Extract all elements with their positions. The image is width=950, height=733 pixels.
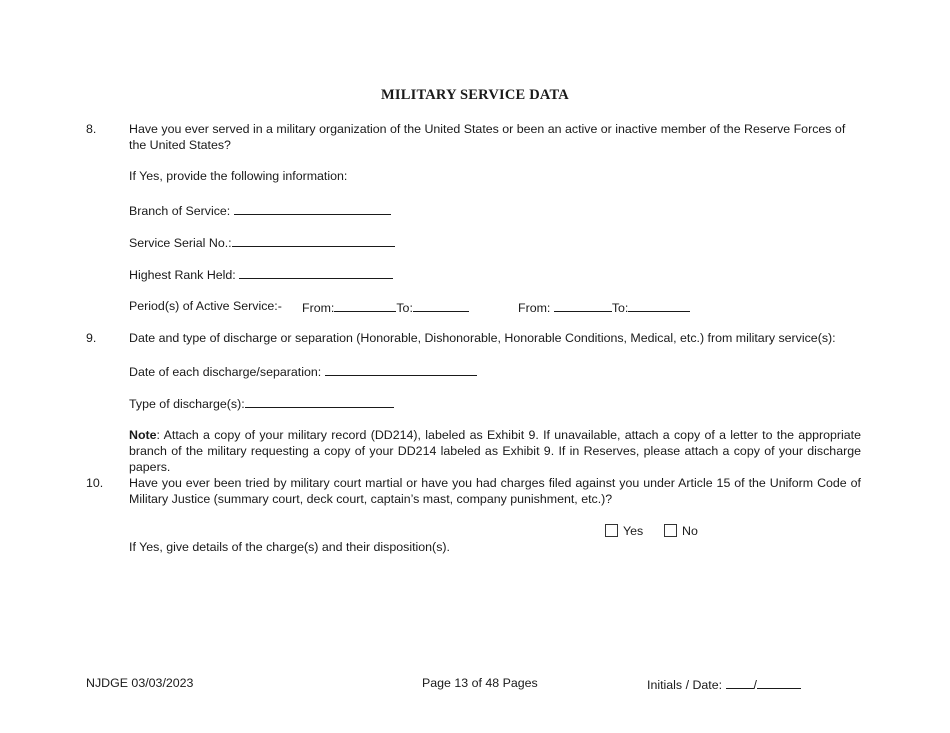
highest-rank-label: Highest Rank Held: bbox=[129, 268, 236, 282]
initials-date-label: Initials / Date: bbox=[647, 678, 723, 692]
yes-option[interactable] bbox=[605, 524, 643, 538]
active-service-label: Period(s) of Active Service:- bbox=[129, 299, 282, 313]
discharge-type-label: Type of discharge(s): bbox=[129, 397, 245, 411]
initials-slash: / bbox=[753, 678, 757, 692]
to-1-label: To: bbox=[396, 301, 413, 315]
from-1-label: From: bbox=[302, 301, 335, 315]
question-10-text: Have you ever been tried by military court martial or have you had charges filed against you under Article 15 of the Uniform Code of Military Justice (summary court, deck court, captain’s mast, company punishment, etc.)? bbox=[129, 476, 861, 506]
branch-of-service-field[interactable] bbox=[234, 202, 391, 215]
exhibit-note bbox=[129, 427, 861, 475]
to-1-field[interactable] bbox=[413, 299, 469, 312]
note-label: Note bbox=[129, 428, 157, 442]
question-8-number: 8. bbox=[86, 122, 97, 136]
branch-of-service-label: Branch of Service: bbox=[129, 204, 231, 218]
discharge-date-label: Date of each discharge/separation: bbox=[129, 365, 322, 379]
service-serial-row bbox=[129, 234, 395, 250]
active-service-period-1 bbox=[302, 299, 469, 315]
discharge-type-field[interactable] bbox=[245, 395, 394, 408]
initials-field[interactable] bbox=[726, 676, 754, 689]
from-1-field[interactable] bbox=[334, 299, 396, 312]
note-text: : Attach a copy of your military record (DD214), labeled as Exhibit 9. If unavailable, attach a copy of a letter to the appropriate branch of the military requesting a copy of your DD214 labeled as Exhibit 9. If in Reserves, please attach a copy of your discharge papers. bbox=[129, 428, 861, 474]
page-title: MILITARY SERVICE DATA bbox=[381, 87, 569, 103]
service-serial-field[interactable] bbox=[232, 234, 395, 247]
footer-form-id: NJDGE 03/03/2023 bbox=[86, 676, 194, 690]
yes-checkbox[interactable] bbox=[605, 524, 618, 537]
branch-of-service-row bbox=[129, 202, 391, 218]
active-service-period-2 bbox=[518, 299, 690, 315]
from-2-label: From: bbox=[518, 301, 551, 315]
question-9-text: Date and type of discharge or separation (Honorable, Dishonorable, Honorable Conditions, Medical, etc.) from military service(s): bbox=[129, 331, 836, 345]
highest-rank-field[interactable] bbox=[239, 266, 393, 279]
no-checkbox[interactable] bbox=[664, 524, 677, 537]
no-option[interactable] bbox=[664, 524, 698, 538]
question-10-if-yes: If Yes, give details of the charge(s) and their disposition(s). bbox=[129, 540, 450, 554]
date-field[interactable] bbox=[757, 676, 801, 689]
question-9-number: 9. bbox=[86, 331, 97, 345]
discharge-date-row bbox=[129, 363, 477, 379]
question-8-text: Have you ever served in a military organization of the United States or been an active or inactive member of the Reserve Forces of the United States? bbox=[129, 122, 846, 152]
from-2-field[interactable] bbox=[554, 299, 612, 312]
to-2-label: To: bbox=[611, 301, 629, 315]
discharge-date-field[interactable] bbox=[325, 363, 477, 376]
yes-label: Yes bbox=[623, 524, 644, 538]
footer-page-number: Page 13 of 48 Pages bbox=[422, 676, 538, 690]
discharge-type-row bbox=[129, 395, 394, 411]
service-serial-label: Service Serial No.: bbox=[129, 236, 232, 250]
footer-initials-date bbox=[647, 676, 801, 692]
question-8-if-yes: If Yes, provide the following information: bbox=[129, 169, 348, 183]
highest-rank-row bbox=[129, 266, 393, 282]
question-10-number: 10. bbox=[86, 476, 104, 490]
to-2-field[interactable] bbox=[628, 299, 690, 312]
no-label: No bbox=[682, 524, 698, 538]
